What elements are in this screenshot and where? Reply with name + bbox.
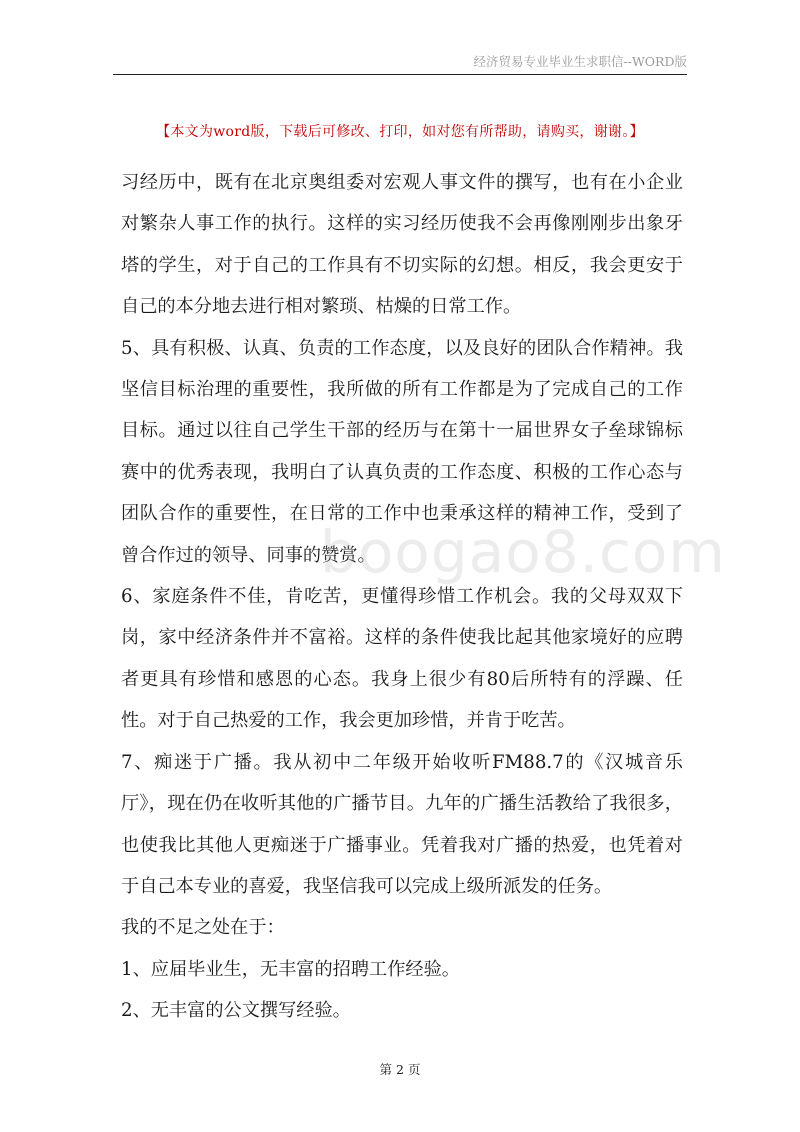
paragraph-point-5: 5、具有积极、认真、负责的工作态度，以及良好的团队合作精神。我坚信目标治理的重要性，我所做的所有工作都是为了完成自己的工作目标。通过以往自己学生干部的经历与在第十一届世界女子垒球锦标赛中的优秀表现，我明白了认真负责的工作态度、积极的工作心态与团队合作的重要性，在日常的工作中也秉承这样的精神工作，受到了曾合作过的领导、同事的赞赏。 (121, 337, 683, 566)
download-notice: 【本文为word版，下载后可修改、打印，如对您有所帮助，请购买，谢谢。】 (156, 124, 644, 140)
paragraph-point-6: 6、家庭条件不佳，肯吃苦，更懂得珍惜工作机会。我的父母双双下岗，家中经济条件并不富裕。这样的条件使我比起其他家境好的应聘者更具有珍惜和感恩的心态。我身上很少有80后所特有的浮躁、任性。对于自己热爱的工作，我会更加珍惜，并肯于吃苦。 (121, 586, 683, 732)
document-body (121, 162, 683, 1032)
paragraph-weakness-2: 2、无丰富的公文撰写经验。 (121, 1000, 351, 1022)
running-header: 经济贸易专业毕业生求职信--WORD版 (473, 54, 687, 69)
paragraph-internship: 习经历中，既有在北京奥组委对宏观人事文件的撰写，也有在小企业对繁杂人事工作的执行。这样的实习经历使我不会再像刚刚步出象牙塔的学生，对于自己的工作具有不切实际的幻想。相反，我会更安于自己的本分地去进行相对繁琐、枯燥的日常工作。 (121, 172, 683, 318)
page-number: 第 2 页 (379, 1062, 421, 1077)
paragraph-weakness-1: 1、应届毕业生，无丰富的招聘工作经验。 (121, 958, 460, 980)
paragraph-point-7: 7、痴迷于广播。我从初中二年级开始收听FM88.7的《汉城音乐厅》，现在仍在收听其他的广播节目。九年的广播生活教给了我很多，也使我比其他人更痴迷于广播事业。凭着我对广播的热爱，也凭着对于自己本专业的喜爱，我坚信我可以完成上级所派发的任务。 (121, 751, 683, 897)
header-divider (113, 74, 687, 75)
paragraph-weakness-intro: 我的不足之处在于： (121, 917, 285, 939)
watermark: boogao8.com (320, 518, 726, 586)
